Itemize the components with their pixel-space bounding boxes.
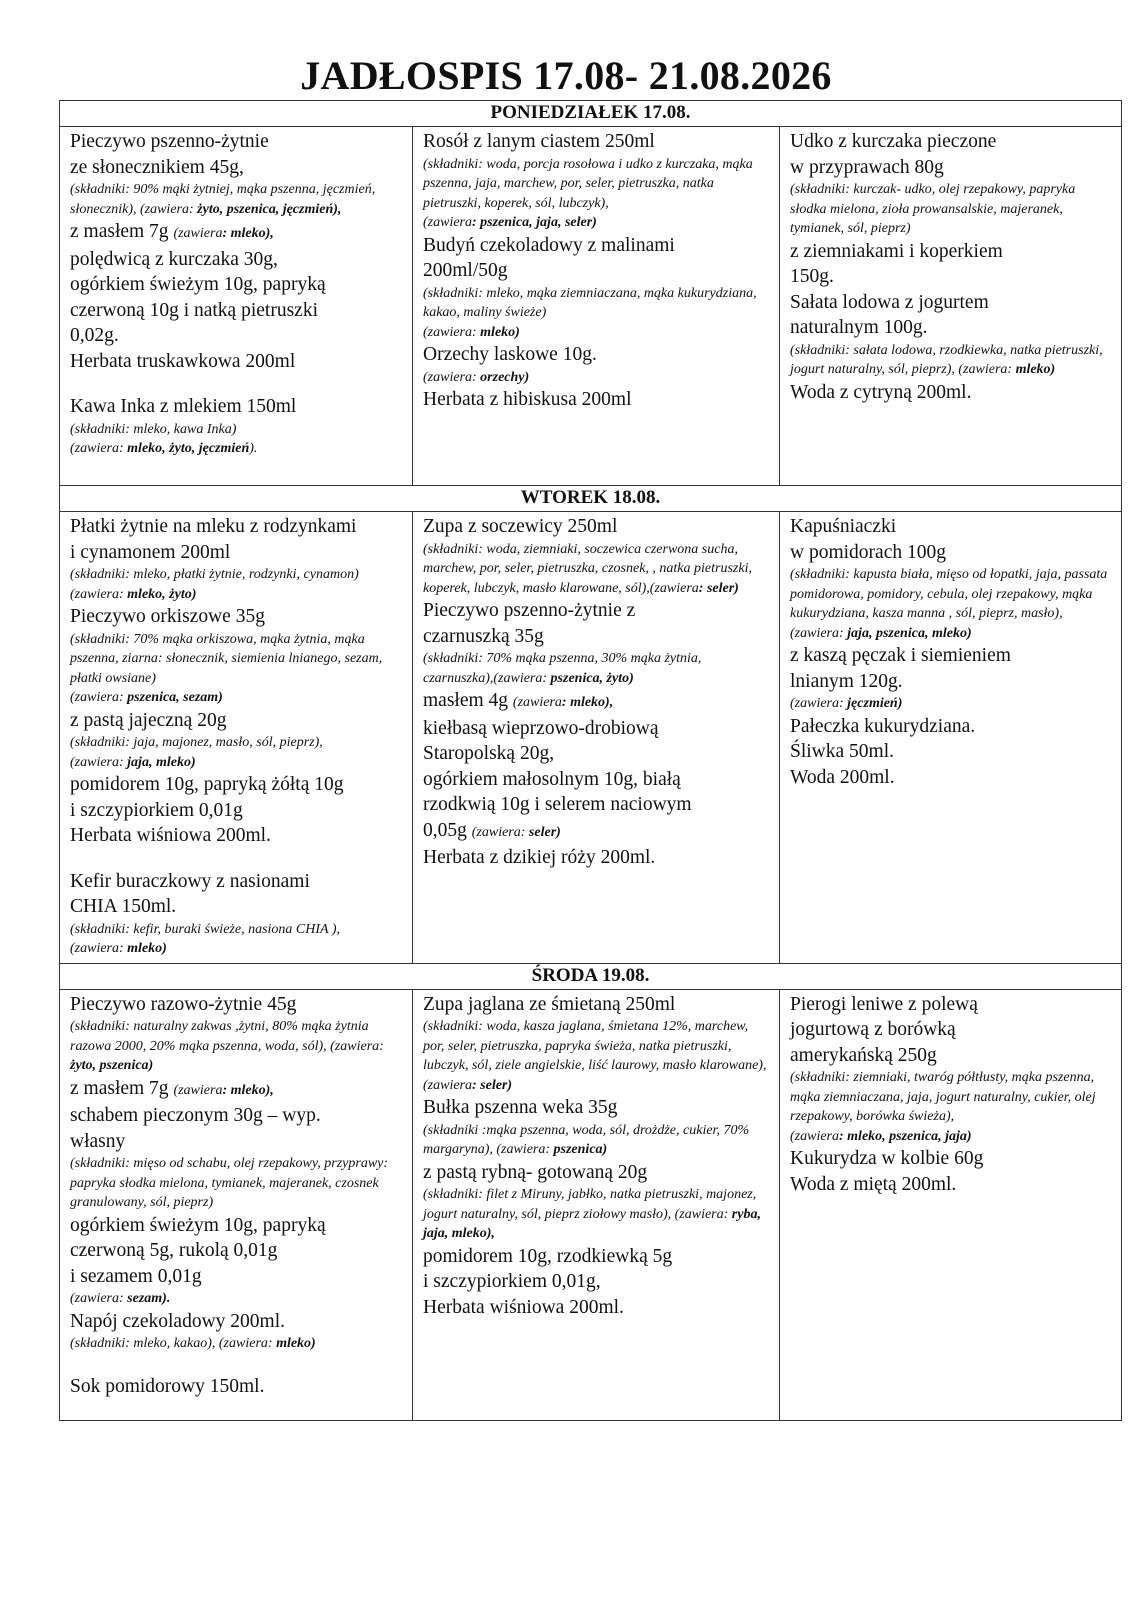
- day-header-wednesday: ŚRODA 19.08.: [60, 963, 1122, 989]
- lunch-cell: [413, 989, 780, 1420]
- meal-line: i sezamem 0,01g: [70, 1265, 202, 1287]
- allergens-note: (zawiera: sezam).: [70, 1291, 171, 1306]
- allergens-note: (zawiera: mleko): [423, 324, 520, 340]
- ingredients-note: (składniki: jaja, majonez, masło, sól, pieprz),: [70, 735, 323, 750]
- meal-line: ogórkiem świeżym 10g, papryką: [70, 274, 326, 295]
- lunch-cell: [413, 127, 780, 486]
- ingredients-note: (składniki: 70% mąka pszenna, 30% mąka żytnia, czarnuszka),(zawiera: pszenica, żyto): [423, 651, 702, 686]
- meal-line: z ziemniakami i koperkiem: [790, 240, 1003, 262]
- meal-line: Bułka pszenna weka 35g: [423, 1097, 618, 1118]
- ingredients-note: (składniki: sałata lodowa, rzodkiewka, natka pietruszki, jogurt naturalny, sól, pieprz), (zawiera: mleko): [790, 342, 1103, 377]
- allergens-note: (zawiera: jęczmień): [790, 696, 903, 711]
- meal-line: kiełbasą wieprzowo-drobiową: [423, 717, 659, 739]
- meal-line: w przyprawach 80g: [790, 156, 944, 178]
- meal-line: z masłem 7g (zawiera: mleko),: [70, 1077, 274, 1099]
- day-header-row: [60, 101, 1122, 127]
- ingredients-note: (składniki: filet z Miruny, jabłko, natka pietruszki, majonez, jogurt naturalny, sól, pieprz ziołowy masło), (zawiera: ryba, jaja, mleko),: [423, 1187, 761, 1241]
- day-header-row: [60, 486, 1122, 512]
- meal-line: w pomidorach 100g: [790, 541, 946, 563]
- allergens-note: (zawiera: jaja, mleko): [70, 754, 196, 770]
- allergens-note: (zawiera: mleko, pszenica, jaja): [790, 1128, 972, 1144]
- ingredients-note: (składniki :mąka pszenna, woda, sól, drożdże, cukier, 70% margaryna), (zawiera: pszenica): [423, 1122, 750, 1157]
- meal-line: czerwoną 10g i natką pietruszki: [70, 299, 318, 321]
- meal-line: Pieczywo orkiszowe 35g: [70, 606, 265, 627]
- meal-line: schabem pieczonym 30g – wyp.: [70, 1105, 321, 1126]
- dinner-cell: [780, 989, 1122, 1420]
- lunch-cell: [413, 512, 780, 964]
- breakfast-cell: [60, 127, 413, 486]
- meal-line: Kapuśniaczki: [790, 516, 897, 537]
- ingredients-note: (składniki: naturalny zakwas ,żytni, 80% mąka żytnia razowa 2000, 20% mąka pszenna, woda, sól), (zawiera: żyto, pszenica): [70, 1019, 384, 1073]
- meal-line: Pieczywo razowo-żytnie 45g: [70, 993, 297, 1015]
- meal-line: 150g.: [790, 266, 834, 287]
- menu-table: [59, 100, 1122, 1421]
- allergens-note: (zawiera: mleko, żyto, jęczmień).: [70, 441, 258, 456]
- meal-line: ogórkiem małosolnym 10g, białą: [423, 768, 681, 790]
- meal-line: czarnuszką 35g: [423, 625, 544, 647]
- meal-line: Pieczywo pszenno-żytnie: [70, 131, 269, 152]
- day-header-row: [60, 963, 1122, 989]
- allergens-note: (zawiera: pszenica, sezam): [70, 690, 223, 705]
- ingredients-note: (składniki: mleko, mąka ziemniaczana, mąka kukurydziana, kakao, maliny świeże): [423, 285, 757, 320]
- meal-line: Pieczywo pszenno-żytnie z: [423, 600, 636, 621]
- meal-line: Sałata lodowa z jogurtem: [790, 291, 989, 313]
- meal-line: Rosół z lanym ciastem 250ml: [423, 131, 655, 152]
- ingredients-note: (składniki: kefir, buraki świeże, nasiona CHIA ),: [70, 921, 340, 937]
- allergens-note: (zawiera: mleko): [70, 941, 167, 956]
- meal-line: Staropolską 20g,: [423, 743, 555, 764]
- ingredients-note: (składniki: kapusta biała, mięso od łopatki, jaja, passata pomidorowa, pomidory, cebula, olej rzepakowy, mąka kukurydziana, kasza manna , sól, pieprz, masło),: [790, 567, 1108, 621]
- meal-line: czerwoną 5g, rukolą 0,01g: [70, 1240, 278, 1261]
- meal-line: amerykańską 250g: [790, 1044, 937, 1066]
- meal-row-tuesday: [60, 512, 1122, 964]
- ingredients-note: (składniki: kurczak- udko, olej rzepakowy, papryka słodka mielona, zioła prowansalskie, majeranek, tymianek, sól, pieprz): [790, 182, 1076, 236]
- day-header-monday: PONIEDZIAŁEK 17.08.: [60, 101, 1122, 127]
- meal-line: i szczypiorkiem 0,01g: [70, 799, 243, 821]
- meal-line: z masłem 7g (zawiera: mleko),: [70, 221, 274, 242]
- meal-line: 200ml/50g: [423, 260, 508, 281]
- meal-line: Kukurydza w kolbie 60g: [790, 1148, 984, 1169]
- day-header-tuesday: WTOREK 18.08.: [60, 486, 1122, 512]
- meal-line: 0,02g.: [70, 325, 119, 346]
- meal-line: Herbata wiśniowa 200ml.: [423, 1296, 624, 1318]
- meal-line: Pierogi leniwe z polewą: [790, 993, 978, 1015]
- meal-line: Herbata z dzikiej róży 200ml.: [423, 847, 656, 868]
- ingredients-note: (składniki: woda, porcja rosołowa i udko z kurczaka, mąka pszenna, jaja, marchew, por, seler, pietruszka, natka pietruszki, koperek, sól, lubczyk),: [423, 156, 753, 211]
- allergens-note: (zawiera: orzechy): [423, 369, 530, 385]
- page-title: JADŁOSPIS 17.08- 21.08.2026: [300, 53, 832, 98]
- ingredients-note: (składniki: mleko, kawa Inka): [70, 421, 237, 437]
- meal-line: Herbata z hibiskusa 200ml: [423, 389, 632, 410]
- meal-line: z kaszą pęczak i siemieniem: [790, 645, 1011, 666]
- meal-line: Herbata wiśniowa 200ml.: [70, 825, 271, 846]
- allergens-note: (zawiera: pszenica, jaja, seler): [423, 215, 597, 230]
- meal-line: Napój czekoladowy 200ml.: [70, 1310, 285, 1332]
- ingredients-note: (składniki: 90% mąki żytniej, mąka pszenna, jęczmień, słonecznik), (zawiera: żyto, pszenica, jęczmień),: [70, 182, 376, 217]
- meal-line: z pastą jajeczną 20g: [70, 709, 227, 731]
- meal-line: Orzechy laskowe 10g.: [423, 344, 597, 365]
- meal-line: pomidorem 10g, rzodkiewką 5g: [423, 1245, 673, 1267]
- meal-line: Śliwka 50ml.: [790, 741, 895, 762]
- meal-line: jogurtową z borówką: [790, 1019, 956, 1040]
- meal-line: pomidorem 10g, papryką żółtą 10g: [70, 774, 344, 795]
- meal-line: Zupa jaglana ze śmietaną 250ml: [423, 993, 676, 1015]
- meal-row-wednesday: [60, 989, 1122, 1420]
- meal-line: Sok pomidorowy 150ml.: [70, 1375, 265, 1397]
- breakfast-cell: [60, 989, 413, 1420]
- meal-line: Woda z cytryną 200ml.: [790, 381, 972, 403]
- ingredients-note: (składniki: ziemniaki, twaróg półtłusty, mąka pszenna, mąka ziemniaczana, jaja, jogurt naturalny, cukier, olej rzepakowy, borówka świeża),: [790, 1070, 1096, 1124]
- ingredients-note: (składniki: 70% mąka orkiszowa, mąka żytnia, mąka pszenna, ziarna: słonecznik, siemienia lnianego, sezam, płatki owsiane): [70, 631, 383, 686]
- meal-line: lnianym 120g.: [790, 670, 903, 692]
- meal-line: Pałeczka kukurydziana.: [790, 715, 976, 737]
- meal-line: z pastą rybną- gotowaną 20g: [423, 1161, 648, 1183]
- meal-line: Kefir buraczkowy z nasionami: [70, 870, 310, 892]
- meal-line: Budyń czekoladowy z malinami: [423, 234, 675, 256]
- meal-line: i szczypiorkiem 0,01g,: [423, 1271, 601, 1292]
- breakfast-cell: [60, 512, 413, 964]
- ingredients-note: (składniki: mięso od schabu, olej rzepakowy, przyprawy: papryka słodka mielona, tymianek, majeranek, czosnek granulowany, sól, pieprz): [70, 1156, 389, 1210]
- dinner-cell: [780, 127, 1122, 486]
- meal-line: CHIA 150ml.: [70, 896, 177, 917]
- meal-row-monday: [60, 127, 1122, 486]
- meal-line: Woda 200ml.: [790, 766, 895, 788]
- allergens-note: (zawiera: jaja, pszenica, mleko): [790, 625, 972, 641]
- meal-line: polędwicą z kurczaka 30g,: [70, 248, 278, 270]
- meal-line: Zupa z soczewicy 250ml: [423, 516, 618, 537]
- dinner-cell: [780, 512, 1122, 964]
- ingredients-note: (składniki: woda, kasza jaglana, śmietana 12%, marchew, por, seler, pietruszka, papryka świeża, natka pietruszki, lubczyk, sól, ziele angielskie, liść laurowy, masło klarowane),(zawiera: seler): [423, 1019, 767, 1093]
- meal-line: Kawa Inka z mlekiem 150ml: [70, 396, 297, 417]
- ingredients-note: (składniki: mleko, kakao), (zawiera: mleko): [70, 1336, 316, 1351]
- meal-line: Woda z miętą 200ml.: [790, 1173, 957, 1195]
- meal-line: Płatki żytnie na mleku z rodzynkami: [70, 516, 357, 537]
- meal-line: ze słonecznikiem 45g,: [70, 156, 244, 178]
- meal-line: masłem 4g (zawiera: mleko),: [423, 690, 614, 711]
- meal-line: ogórkiem świeżym 10g, papryką: [70, 1214, 326, 1236]
- meal-line: własny: [70, 1130, 126, 1152]
- meal-line: 0,05g (zawiera: seler): [423, 819, 561, 841]
- allergens-note: (zawiera: mleko, żyto): [70, 586, 197, 602]
- meal-line: rzodkwią 10g i selerem naciowym: [423, 794, 692, 815]
- meal-line: i cynamonem 200ml: [70, 541, 231, 563]
- ingredients-note: (składniki: woda, ziemniaki, soczewica czerwona sucha, marchew, por, seler, pietruszka, czosnek, , natka pietruszki, koperek, lubczyk, masło klarowane, sól),(zawiera: seler): [423, 541, 752, 596]
- meal-line: naturalnym 100g.: [790, 317, 928, 338]
- meal-line: Herbata truskawkowa 200ml: [70, 350, 296, 372]
- ingredients-note: (składniki: mleko, płatki żytnie, rodzynki, cynamon): [70, 567, 359, 582]
- meal-line: Udko z kurczaka pieczone: [790, 131, 997, 152]
